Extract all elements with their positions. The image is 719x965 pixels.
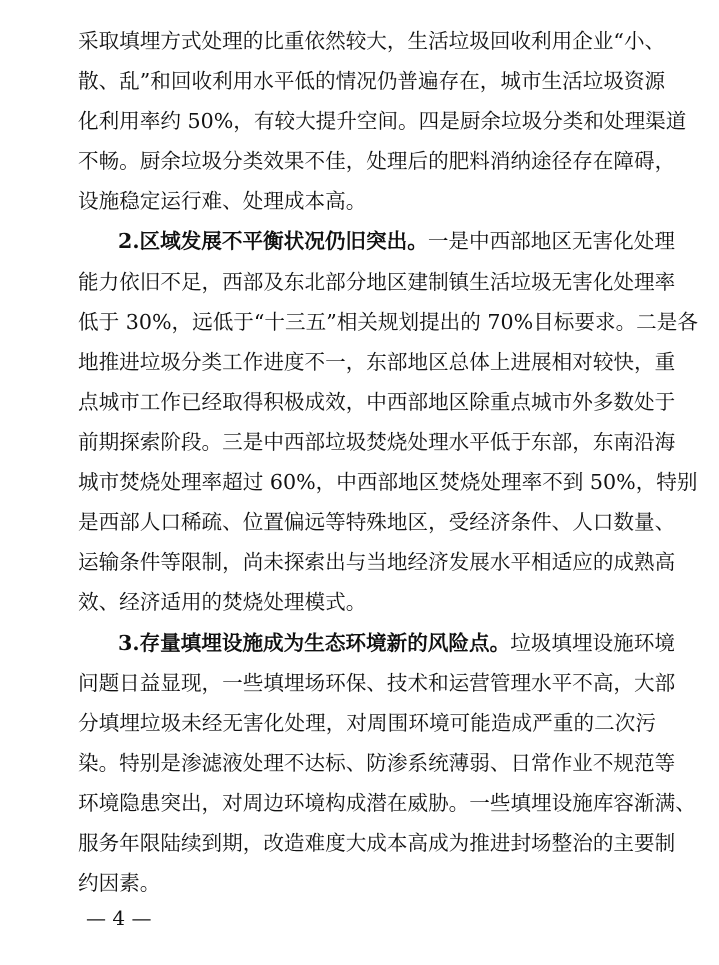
section-2-first-line [118,224,675,258]
section-3-first-line [118,626,675,660]
body-text-line: 能力依旧不足，西部及东北部分地区建制镇生活垃圾无害化处理率 [78,270,676,294]
body-text-line: 染。特别是渗滤液处理不达标、防渗系统薄弱、日常作业不规范等 [78,751,676,775]
body-text-line: 是西部人口稀疏、位置偏远等特殊地区，受经济条件、人口数量、 [78,510,676,534]
body-text-line: 服务年限陆续到期，改造难度大成本高成为推进封场整治的主要制 [78,831,676,855]
body-text-line: 低于 30%，远低于“十三五”相关规划提出的 70%目标要求。二是各 [78,310,698,334]
body-text-line: 运输条件等限制，尚未探索出与当地经济发展水平相适应的成熟高 [78,550,676,574]
section-3-heading-rest: 垃圾填埋设施环境 [510,631,675,655]
section-2-heading-rest: 一是中西部地区无害化处理 [427,229,675,253]
body-text-line: 散、乱”和回收利用水平低的情况仍普遍存在，城市生活垃圾资源 [78,69,666,93]
body-text-line: 设施稳定运行难、处理成本高。 [78,189,367,213]
body-text-line: 分填埋垃圾未经无害化处理，对周围环境可能造成严重的二次污 [78,711,656,735]
section-2-heading: 2.区域发展不平衡状况仍旧突出。 [118,229,428,253]
body-text-line: 前期探索阶段。三是中西部垃圾焚烧处理水平低于东部，东南沿海 [78,430,676,454]
page-number: — 4 — [86,906,152,930]
body-text-line: 采取填埋方式处理的比重依然较大，生活垃圾回收利用企业“小、 [78,29,666,53]
body-text-line: 点城市工作已经取得积极成效，中西部地区除重点城市外多数处于 [78,390,676,414]
section-3-heading: 3.存量填埋设施成为生态环境新的风险点。 [118,631,511,655]
body-text-line: 问题日益显现，一些填埋场环保、技术和运营管理水平不高，大部 [78,671,676,695]
body-text-line: 城市焚烧处理率超过 60%，中西部地区焚烧处理率不到 50%，特别 [78,470,698,494]
body-text-line: 环境隐患突出，对周边环境构成潜在威胁。一些填埋设施库容渐满、 [78,791,696,815]
body-text-line: 化利用率约 50%，有较大提升空间。四是厨余垃圾分类和处理渠道 [78,109,687,133]
body-text-line: 地推进垃圾分类工作进度不一，东部地区总体上进展相对较快，重 [78,350,676,374]
body-text-line: 效、经济适用的焚烧处理模式。 [78,590,367,614]
body-text-line: 不畅。厨余垃圾分类效果不佳，处理后的肥料消纳途径存在障碍， [78,149,676,173]
body-text-line: 约因素。 [78,871,161,895]
